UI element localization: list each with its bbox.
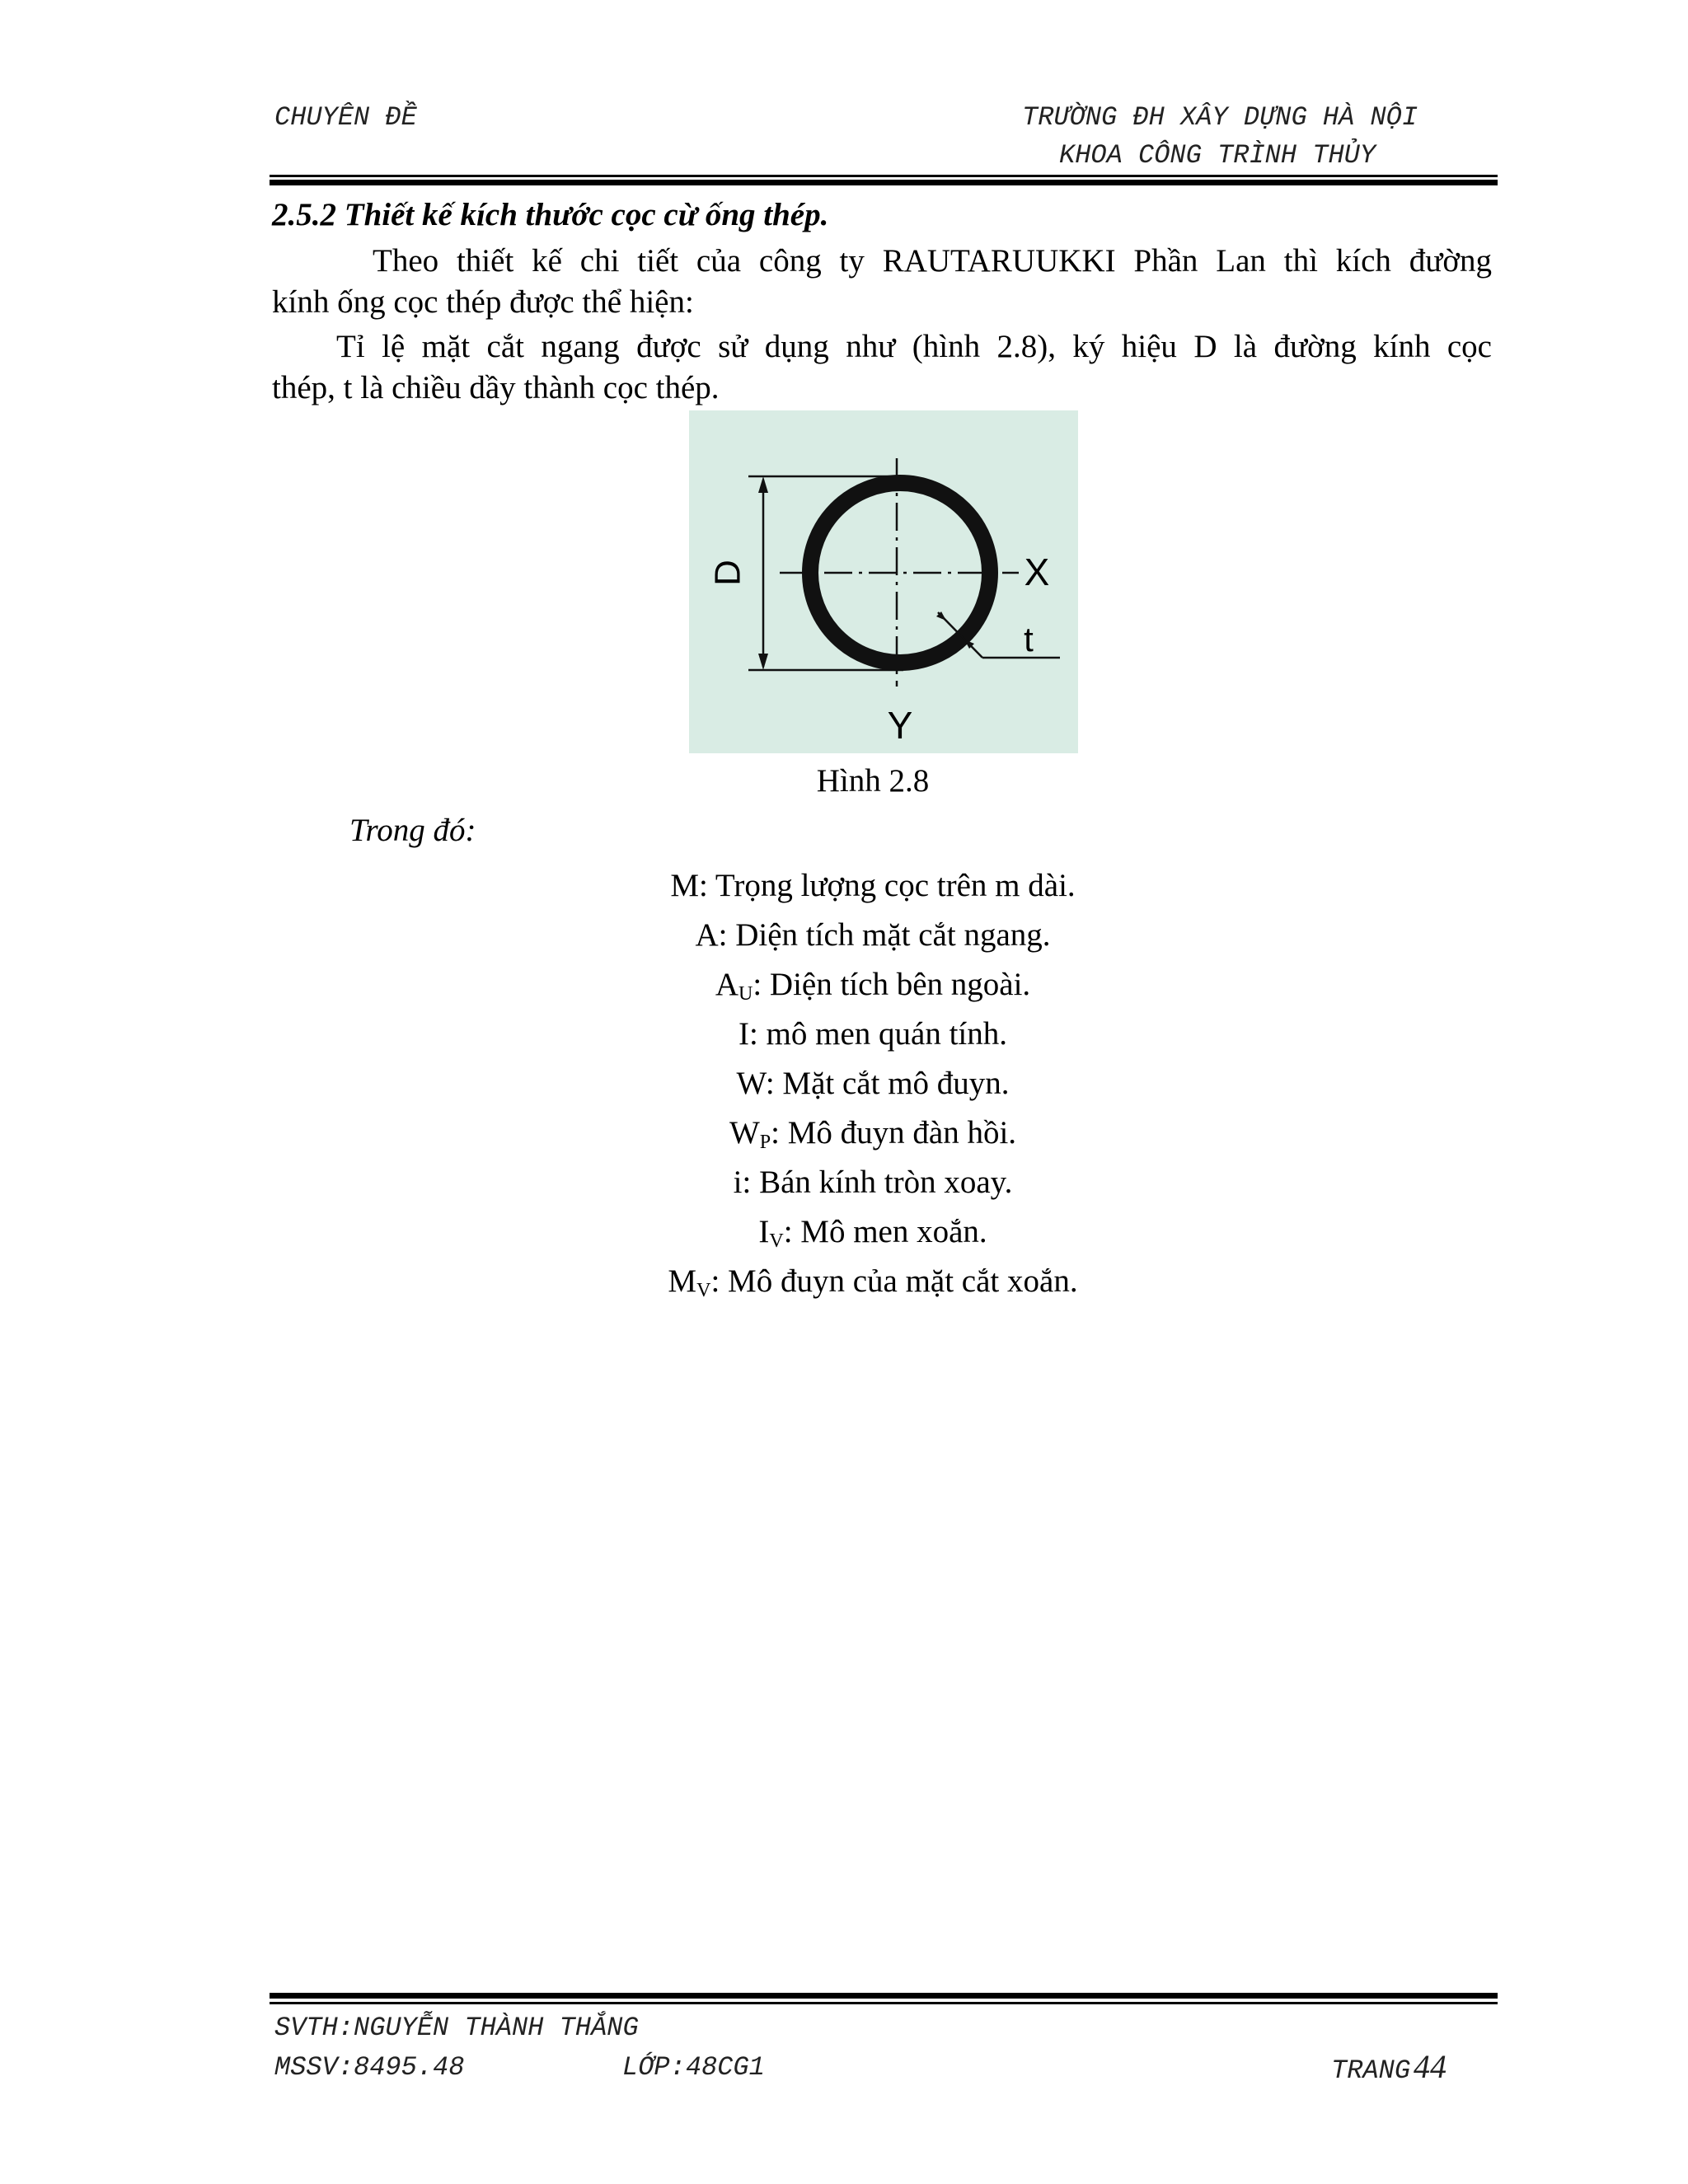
paragraph-1-line-1: [272, 241, 1492, 282]
paragraph-1-line-2: kính ống cọc thép được thể hiện:: [272, 284, 694, 320]
paragraph-2-line-1: [272, 326, 1492, 368]
header-rule-thick: [270, 180, 1498, 185]
footer-mssv: MSSV:8495.48: [274, 2052, 465, 2083]
footer-rule-thin: [270, 2002, 1498, 2004]
definition-item: $I_V$: Mô men xoắn.: [758, 1214, 987, 1252]
paragraph-2-line-2: thép, t là chiều dầy thành cọc thép.: [272, 370, 720, 405]
footer-rule-thick: [270, 1993, 1498, 1999]
section-heading: 2.5.2 Thiết kế kích thước cọc cừ ống thép.: [272, 197, 829, 232]
definition-item: I: mô men quán tính.: [738, 1016, 1008, 1052]
header-left: CHUYÊN ĐỀ: [274, 102, 417, 133]
label-x: X: [1024, 551, 1050, 593]
footer-class: LỚP:48CG1: [622, 2052, 765, 2083]
label-y: Y: [887, 704, 913, 747]
definition-item: M: Trọng lượng cọc trên m dài.: [670, 868, 1076, 903]
definition-item: W: Mặt cắt mô đuyn.: [736, 1066, 1010, 1101]
paragraph-2-line-1-text: Tỉ lệ mặt cắt ngang được sử dụng như (hình 2.8), ký hiệu D là đường kính cọc: [336, 329, 1492, 364]
definition-item: $A_U$: Diện tích bên ngoài.: [715, 967, 1031, 1005]
header-school: TRƯỜNG ĐH XÂY DỰNG HÀ NỘI: [1022, 102, 1418, 133]
footer-page: [1331, 2047, 1447, 2086]
footer-student: SVTH:NGUYỄN THÀNH THẮNG: [274, 2013, 639, 2043]
definition-item: A: Diện tích mặt cắt ngang.: [695, 917, 1051, 953]
figure-caption: Hình 2.8: [816, 763, 930, 799]
footer-page-label: TRANG: [1331, 2055, 1411, 2086]
label-d: D: [707, 560, 748, 586]
header-faculty: KHOA CÔNG TRÌNH THỦY: [1059, 140, 1376, 171]
definitions-list: [58, 861, 1688, 1306]
definition-item: i: Bán kính tròn xoay.: [733, 1165, 1013, 1200]
pipe-cross-section-figure: [689, 410, 1078, 753]
header-rule-thin: [270, 175, 1498, 177]
paragraph-1-line-1-text: Theo thiết kế chi tiết của công ty RAUTARUUKKI Phần Lan thì kích đường: [373, 243, 1492, 279]
pipe-cross-section-diagram: [689, 410, 1078, 753]
definition-item: $W_P$: Mô đuyn đàn hồi.: [729, 1115, 1017, 1153]
definitions-intro: Trong đó:: [349, 813, 476, 848]
definition-item: $M_V$: Mô đuyn của mặt cắt xoắn.: [668, 1263, 1078, 1301]
label-t: t: [1024, 620, 1034, 658]
footer-page-number: 44: [1414, 2048, 1447, 2085]
